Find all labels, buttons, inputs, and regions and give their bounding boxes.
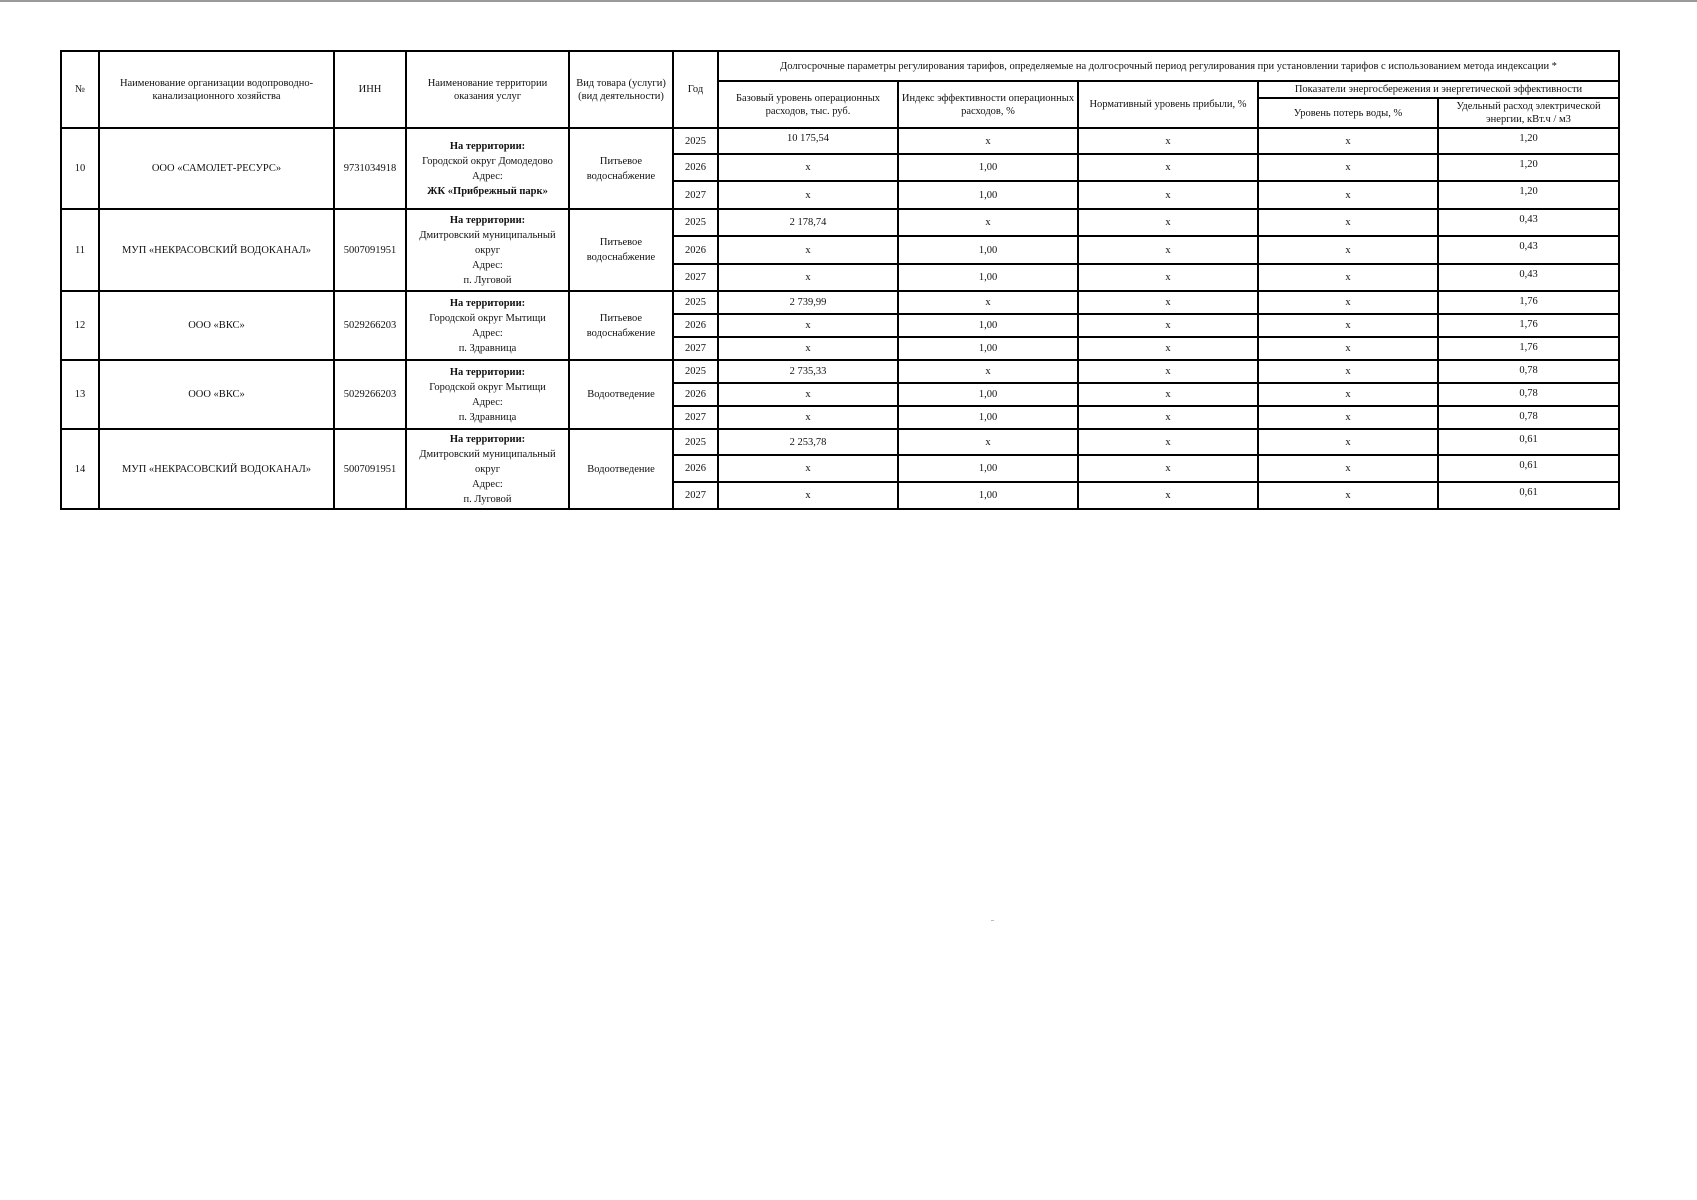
base-cost-cell: x xyxy=(718,337,898,360)
scan-top-edge xyxy=(0,0,1697,2)
water-loss-cell: x xyxy=(1258,406,1438,429)
efficiency-cell: 1,00 xyxy=(898,264,1078,291)
electricity-cell: 0,43 xyxy=(1438,209,1619,236)
base-cost-cell: 2 735,33 xyxy=(718,360,898,383)
year-cell: 2027 xyxy=(673,337,718,360)
year-cell: 2026 xyxy=(673,383,718,406)
address-heading: Адрес: xyxy=(472,259,503,271)
electricity-cell: 0,78 xyxy=(1438,406,1619,429)
year-cell: 2027 xyxy=(673,482,718,509)
row-number: 10 xyxy=(61,128,99,209)
address-value: п. Здравница xyxy=(458,342,517,354)
scan-speck xyxy=(991,920,994,921)
row-number: 11 xyxy=(61,209,99,291)
efficiency-cell: 1,00 xyxy=(898,406,1078,429)
efficiency-cell: x xyxy=(898,209,1078,236)
org-name: ООО «ВКС» xyxy=(99,360,334,429)
header-efficiency: Индекс эффективности операционных расходов, % xyxy=(898,81,1078,128)
profit-cell: x xyxy=(1078,236,1258,264)
electricity-cell: 1,76 xyxy=(1438,291,1619,314)
profit-cell: x xyxy=(1078,154,1258,181)
address-value: п. Луговой xyxy=(463,274,512,286)
water-loss-cell: x xyxy=(1258,429,1438,455)
year-cell: 2027 xyxy=(673,181,718,209)
year-cell: 2025 xyxy=(673,209,718,236)
org-inn: 5029266203 xyxy=(334,291,406,360)
territory-heading: На территории: xyxy=(449,140,526,152)
year-cell: 2026 xyxy=(673,236,718,264)
profit-cell: x xyxy=(1078,360,1258,383)
efficiency-cell: 1,00 xyxy=(898,181,1078,209)
efficiency-cell: 1,00 xyxy=(898,236,1078,264)
base-cost-cell: 2 178,74 xyxy=(718,209,898,236)
org-name: ООО «САМОЛЕТ-РЕСУРС» xyxy=(99,128,334,209)
address-heading: Адрес: xyxy=(472,327,503,339)
base-cost-cell: x xyxy=(718,314,898,337)
address-value: п. Здравница xyxy=(458,411,517,423)
electricity-cell: 1,20 xyxy=(1438,154,1619,181)
efficiency-cell: x xyxy=(898,360,1078,383)
row-number: 13 xyxy=(61,360,99,429)
territory-district: Городской округ Мытищи xyxy=(429,312,546,324)
header-territory: Наименование территории оказания услуг xyxy=(406,51,569,128)
year-cell: 2025 xyxy=(673,360,718,383)
water-loss-cell: x xyxy=(1258,181,1438,209)
header-water-loss: Уровень потерь воды, % xyxy=(1258,98,1438,128)
year-cell: 2027 xyxy=(673,264,718,291)
profit-cell: x xyxy=(1078,209,1258,236)
table-row xyxy=(61,128,1619,154)
electricity-cell: 0,61 xyxy=(1438,429,1619,455)
electricity-cell: 0,78 xyxy=(1438,360,1619,383)
territory-heading: На территории: xyxy=(449,366,526,378)
header-service: Вид товара (услуги) (вид деятельности) xyxy=(569,51,673,128)
address-heading: Адрес: xyxy=(472,478,503,490)
electricity-cell: 0,78 xyxy=(1438,383,1619,406)
year-cell: 2026 xyxy=(673,455,718,482)
efficiency-cell: 1,00 xyxy=(898,455,1078,482)
territory-cell xyxy=(406,209,569,291)
electricity-cell: 1,76 xyxy=(1438,337,1619,360)
water-loss-cell: x xyxy=(1258,291,1438,314)
org-inn: 5029266203 xyxy=(334,360,406,429)
header-profit: Нормативный уровень прибыли, % xyxy=(1078,81,1258,128)
table-row xyxy=(61,360,1619,383)
profit-cell: x xyxy=(1078,291,1258,314)
org-inn: 5007091951 xyxy=(334,209,406,291)
table-row xyxy=(61,209,1619,236)
profit-cell: x xyxy=(1078,314,1258,337)
base-cost-cell: 10 175,54 xyxy=(718,128,898,154)
water-loss-cell: x xyxy=(1258,209,1438,236)
water-loss-cell: x xyxy=(1258,236,1438,264)
year-cell: 2027 xyxy=(673,406,718,429)
org-name: МУП «НЕКРАСОВСКИЙ ВОДОКАНАЛ» xyxy=(99,209,334,291)
table-body xyxy=(61,128,1619,509)
efficiency-cell: x xyxy=(898,128,1078,154)
service-type: Питьевое водоснабжение xyxy=(569,291,673,360)
profit-cell: x xyxy=(1078,264,1258,291)
header-inn: ИНН xyxy=(334,51,406,128)
electricity-cell: 0,61 xyxy=(1438,455,1619,482)
address-heading: Адрес: xyxy=(472,396,503,408)
water-loss-cell: x xyxy=(1258,360,1438,383)
electricity-cell: 1,76 xyxy=(1438,314,1619,337)
address-heading: Адрес: xyxy=(472,170,503,182)
base-cost-cell: x xyxy=(718,406,898,429)
address-value: п. Луговой xyxy=(463,493,512,505)
water-loss-cell: x xyxy=(1258,128,1438,154)
water-loss-cell: x xyxy=(1258,455,1438,482)
territory-district: Городской округ Домодедово xyxy=(422,155,553,167)
header-base-cost: Базовый уровень операционных расходов, тыс. руб. xyxy=(718,81,898,128)
base-cost-cell: x xyxy=(718,383,898,406)
electricity-cell: 0,61 xyxy=(1438,482,1619,509)
efficiency-cell: 1,00 xyxy=(898,314,1078,337)
water-loss-cell: x xyxy=(1258,383,1438,406)
water-loss-cell: x xyxy=(1258,314,1438,337)
territory-heading: На территории: xyxy=(449,433,526,445)
efficiency-cell: x xyxy=(898,429,1078,455)
service-type: Питьевое водоснабжение xyxy=(569,209,673,291)
profit-cell: x xyxy=(1078,406,1258,429)
header-energy-group: Показатели энергосбережения и энергетической эффективности xyxy=(1258,81,1619,98)
territory-district: Дмитровский муниципальный округ xyxy=(419,448,556,475)
electricity-cell: 0,43 xyxy=(1438,236,1619,264)
header-year: Год xyxy=(673,51,718,128)
efficiency-cell: 1,00 xyxy=(898,383,1078,406)
profit-cell: x xyxy=(1078,181,1258,209)
territory-cell xyxy=(406,429,569,509)
header-long-term: Долгосрочные параметры регулирования тарифов, определяемые на долгосрочный период регулирования при установлении тарифов с использованием метода индексации * xyxy=(718,51,1619,81)
electricity-cell: 1,20 xyxy=(1438,128,1619,154)
profit-cell: x xyxy=(1078,429,1258,455)
water-loss-cell: x xyxy=(1258,154,1438,181)
base-cost-cell: x xyxy=(718,264,898,291)
year-cell: 2025 xyxy=(673,429,718,455)
row-number: 12 xyxy=(61,291,99,360)
address-value: ЖК «Прибрежный парк» xyxy=(427,185,548,197)
base-cost-cell: x xyxy=(718,482,898,509)
territory-cell xyxy=(406,360,569,429)
service-type: Водоотведение xyxy=(569,360,673,429)
row-number: 14 xyxy=(61,429,99,509)
water-loss-cell: x xyxy=(1258,337,1438,360)
territory-cell xyxy=(406,291,569,360)
profit-cell: x xyxy=(1078,383,1258,406)
territory-cell xyxy=(406,128,569,209)
header-org: Наименование организации водопроводно-канализационного хозяйства xyxy=(99,51,334,128)
base-cost-cell: x xyxy=(718,181,898,209)
year-cell: 2025 xyxy=(673,291,718,314)
service-type: Водоотведение xyxy=(569,429,673,509)
base-cost-cell: x xyxy=(718,236,898,264)
efficiency-cell: 1,00 xyxy=(898,337,1078,360)
org-inn: 5007091951 xyxy=(334,429,406,509)
water-loss-cell: x xyxy=(1258,264,1438,291)
territory-district: Дмитровский муниципальный округ xyxy=(419,229,556,256)
efficiency-cell: 1,00 xyxy=(898,154,1078,181)
water-loss-cell: x xyxy=(1258,482,1438,509)
base-cost-cell: 2 253,78 xyxy=(718,429,898,455)
year-cell: 2026 xyxy=(673,154,718,181)
territory-heading: На территории: xyxy=(449,214,526,226)
base-cost-cell: x xyxy=(718,154,898,181)
profit-cell: x xyxy=(1078,455,1258,482)
electricity-cell: 0,43 xyxy=(1438,264,1619,291)
profit-cell: x xyxy=(1078,337,1258,360)
territory-heading: На территории: xyxy=(449,297,526,309)
header-num: № xyxy=(61,51,99,128)
base-cost-cell: x xyxy=(718,455,898,482)
header-electricity: Удельный расход электрической энергии, кВт.ч / м3 xyxy=(1438,98,1619,128)
territory-district: Городской округ Мытищи xyxy=(429,381,546,393)
table-row xyxy=(61,291,1619,314)
efficiency-cell: 1,00 xyxy=(898,482,1078,509)
efficiency-cell: x xyxy=(898,291,1078,314)
service-type: Питьевое водоснабжение xyxy=(569,128,673,209)
org-inn: 9731034918 xyxy=(334,128,406,209)
electricity-cell: 1,20 xyxy=(1438,181,1619,209)
org-name: МУП «НЕКРАСОВСКИЙ ВОДОКАНАЛ» xyxy=(99,429,334,509)
profit-cell: x xyxy=(1078,128,1258,154)
year-cell: 2025 xyxy=(673,128,718,154)
table-row xyxy=(61,429,1619,455)
org-name: ООО «ВКС» xyxy=(99,291,334,360)
tariff-parameters-table xyxy=(60,50,1620,510)
profit-cell: x xyxy=(1078,482,1258,509)
base-cost-cell: 2 739,99 xyxy=(718,291,898,314)
year-cell: 2026 xyxy=(673,314,718,337)
